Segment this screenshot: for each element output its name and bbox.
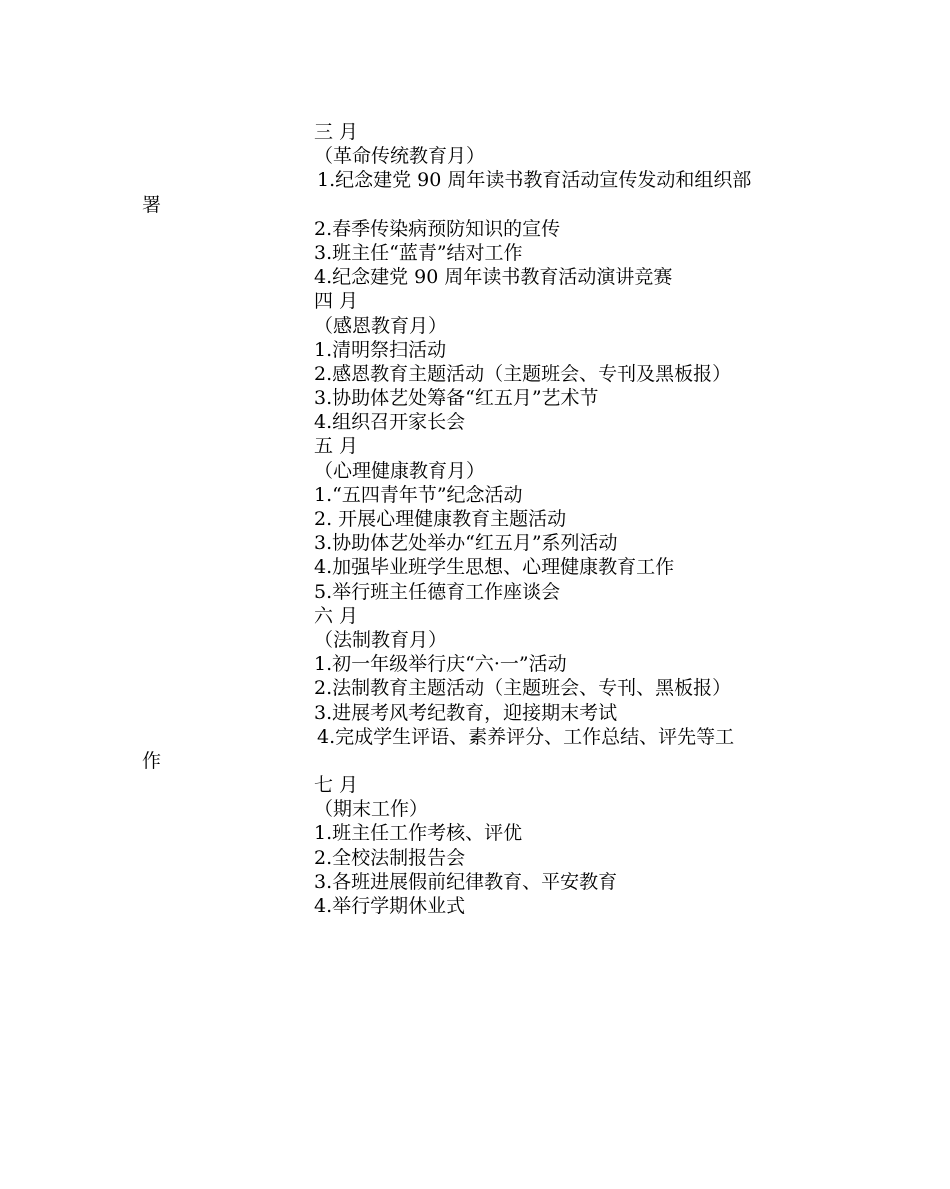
theme-april: （感恩教育月） [314, 314, 448, 337]
month-heading-june: 六 月 [314, 604, 359, 627]
list-item: 3.班主任“蓝青”结对工作 [314, 241, 523, 264]
list-item: 3.协助体艺处举办“红五月”系列活动 [314, 532, 618, 555]
list-item: 3.协助体艺处筹备“红五月”艺术节 [314, 387, 599, 410]
list-item: 4.加强毕业班学生思想、心理健康教育工作 [314, 556, 675, 579]
month-heading-may: 五 月 [314, 435, 359, 458]
list-item: 2.法制教育主题活动（主题班会、专刊、黑板报） [314, 677, 732, 700]
list-item: 2.全校法制报告会 [314, 846, 466, 869]
list-item: 2.感恩教育主题活动（主题班会、专刊及黑板报） [314, 362, 732, 385]
list-item: 4.举行学期休业式 [314, 895, 466, 917]
list-item: 3.进展考风考纪教育，迎接期末考试 [314, 701, 618, 724]
theme-june: （法制教育月） [314, 628, 448, 651]
month-heading-july: 七 月 [314, 774, 359, 797]
list-item: 1.班主任工作考核、评优 [314, 822, 523, 845]
list-item: 5.举行班主任德育工作座谈会 [314, 580, 561, 603]
list-item: 4.纪念建党 90 周年读书教育活动演讲竞赛 [314, 266, 673, 289]
document-body [142, 120, 822, 918]
month-heading-march: 三 月 [314, 121, 359, 143]
list-item-continuation: 作 [142, 749, 162, 772]
theme-march: （革命传统教育月） [314, 145, 486, 168]
month-heading-april: 四 月 [314, 290, 359, 313]
list-item: 1.“五四青年节”纪念活动 [314, 483, 523, 506]
list-item: 1.纪念建党 90 周年读书教育活动宣传发动和组织部 [317, 169, 752, 192]
theme-july: （期末工作） [314, 798, 429, 821]
list-item: 4.完成学生评语、素养评分、工作总结、评先等工 [317, 725, 735, 748]
list-item: 1.清明祭扫活动 [314, 338, 447, 361]
list-item: 4.组织召开家长会 [314, 411, 466, 434]
list-item: 2. 开展心理健康教育主题活动 [314, 508, 567, 530]
list-item: 1.初一年级举行庆“六·一”活动 [314, 653, 567, 676]
list-item: 2.春季传染病预防知识的宣传 [314, 217, 561, 240]
list-item-continuation: 署 [142, 193, 162, 216]
list-item: 3.各班进展假前纪律教育、平安教育 [314, 870, 618, 893]
theme-may: （心理健康教育月） [314, 459, 486, 482]
